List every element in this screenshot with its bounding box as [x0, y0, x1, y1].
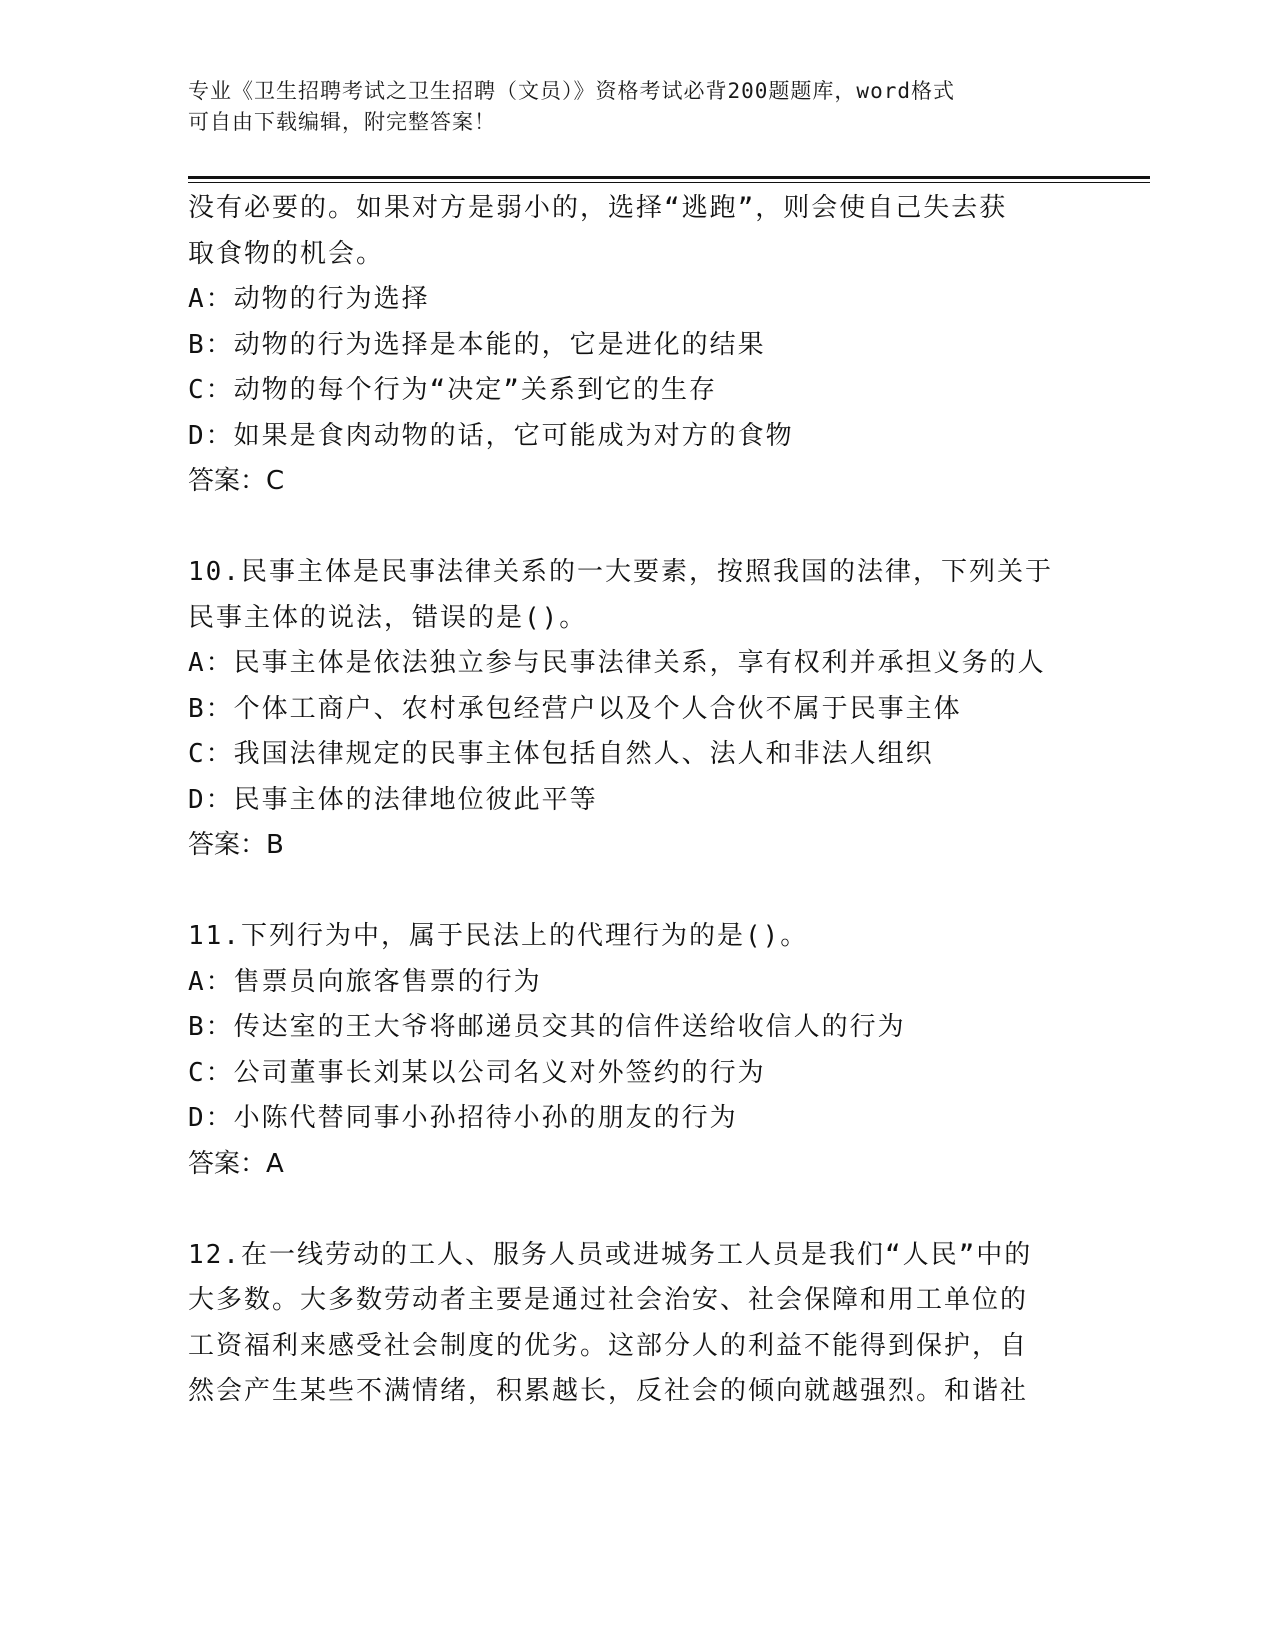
question-text-line: 然会产生某些不满情绪，积累越长，反社会的倾向就越强烈。和谐社: [188, 1376, 1029, 1406]
header-title-line-1: 专业《卫生招聘考试之卫生招聘（文员）》资格考试必背200题题库，word格式: [188, 79, 955, 103]
option-b: B：动物的行为选择是本能的，它是进化的结果: [188, 329, 766, 360]
question-11: [188, 914, 1088, 1187]
question-12: [188, 1233, 1088, 1415]
spacer: [188, 869, 1088, 915]
question-text-line: 工资福利来感受社会制度的优劣。这部分人的利益不能得到保护，自: [188, 1330, 1029, 1361]
question-content: [188, 186, 1088, 1415]
question-text-line: 民事主体的说法，错误的是()。: [188, 602, 588, 633]
spacer: [188, 505, 1088, 551]
question-text-line: 11.下列行为中，属于民法上的代理行为的是()。: [188, 921, 809, 951]
option-d: D：如果是食肉动物的话，它可能成为对方的食物: [188, 420, 794, 451]
question-10: [188, 550, 1088, 869]
question-text-line: 12.在一线劳动的工人、服务人员或进城务工人员是我们“人民”中的: [188, 1239, 1033, 1270]
option-d: D：民事主体的法律地位彼此平等: [188, 784, 598, 815]
option-d: D：小陈代替同事小孙招待小孙的朋友的行为: [188, 1103, 738, 1133]
header-title-line-2: 可自由下载编辑，附完整答案！: [188, 110, 496, 134]
option-a: A：售票员向旅客售票的行为: [188, 966, 542, 997]
spacer: [188, 1187, 1088, 1233]
option-a: A：动物的行为选择: [188, 284, 430, 314]
answer-line: 答案：A: [188, 1148, 284, 1179]
document-header: [188, 76, 1068, 138]
option-c: C：动物的每个行为“决定”关系到它的生存: [188, 375, 717, 405]
question-text-line: 10.民事主体是民事法律关系的一大要素，按照我国的法律，下列关于: [188, 557, 1053, 587]
option-a: A：民事主体是依法独立参与民事法律关系，享有权利并承担义务的人: [188, 648, 1046, 678]
option-c: C：公司董事长刘某以公司名义对外签约的行为: [188, 1057, 766, 1088]
header-divider-thin: [188, 182, 1150, 183]
option-c: C：我国法律规定的民事主体包括自然人、法人和非法人组织: [188, 739, 934, 769]
question-text-line: 取食物的机会。: [188, 238, 385, 269]
question-text-line: 大多数。大多数劳动者主要是通过社会治安、社会保障和用工单位的: [188, 1285, 1029, 1315]
question-9-continuation: [188, 186, 1088, 505]
header-divider-thick: [188, 176, 1150, 179]
answer-line: 答案：C: [188, 466, 285, 496]
question-text-line: 没有必要的。如果对方是弱小的，选择“逃跑”，则会使自己失去获: [188, 193, 1008, 223]
answer-line: 答案：B: [188, 830, 284, 860]
option-b: B：个体工商户、农村承包经营户以及个人合伙不属于民事主体: [188, 693, 962, 724]
option-b: B：传达室的王大爷将邮递员交其的信件送给收信人的行为: [188, 1012, 906, 1042]
